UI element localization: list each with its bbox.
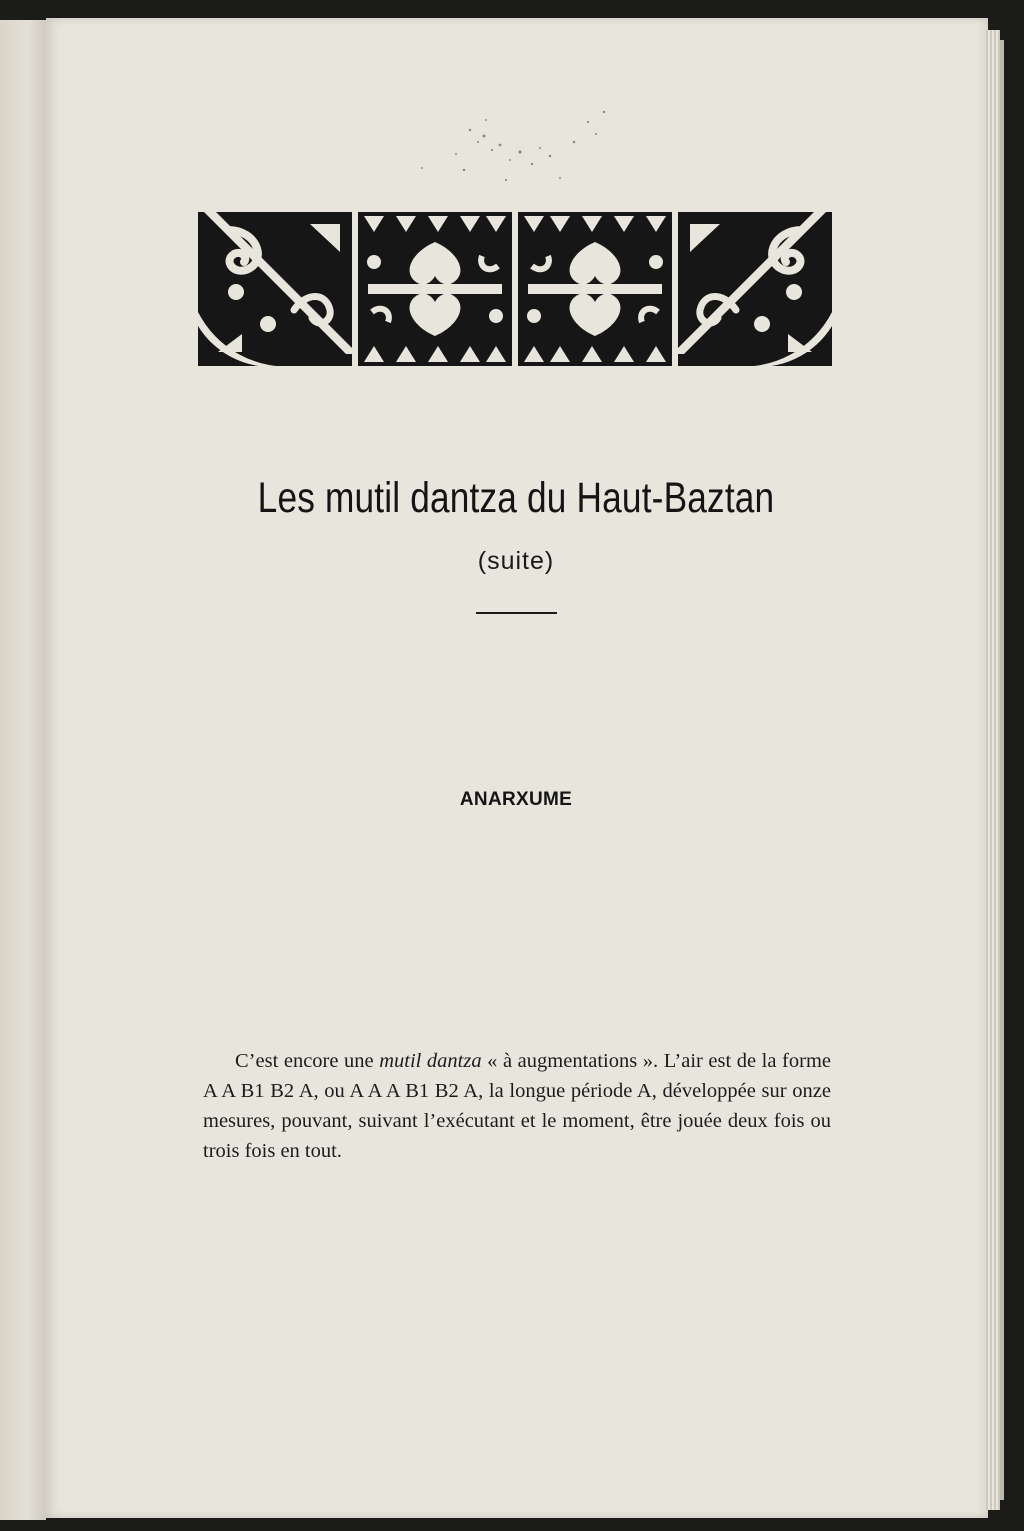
- paper-specks: [360, 90, 640, 210]
- left-page-edge: [0, 20, 46, 1520]
- article-title: Les mutil dantza du Haut-Baztan: [257, 474, 775, 522]
- article-subtitle: (suite): [477, 547, 555, 575]
- paragraph-text-start: C’est encore une: [235, 1049, 380, 1072]
- decorative-frieze-icon: [198, 212, 832, 366]
- cover-edge: [1000, 40, 1004, 1500]
- section-heading: ANARXUME: [459, 789, 573, 810]
- body-paragraph: [203, 1046, 831, 1167]
- title-divider: [476, 612, 557, 614]
- paragraph-text-end: « à augmentations ». L’air est de la forme A A B1 B2 A, ou A A A B1 B2 A, la longue période A, développée sur onze mesures, pouvant, suivant l’exécutant et le moment, être jouée deux fois ou trois fois en tout.: [203, 1049, 831, 1163]
- page-stack-edges: [986, 30, 1000, 1510]
- paragraph-emphasis: mutil dantza: [379, 1049, 482, 1072]
